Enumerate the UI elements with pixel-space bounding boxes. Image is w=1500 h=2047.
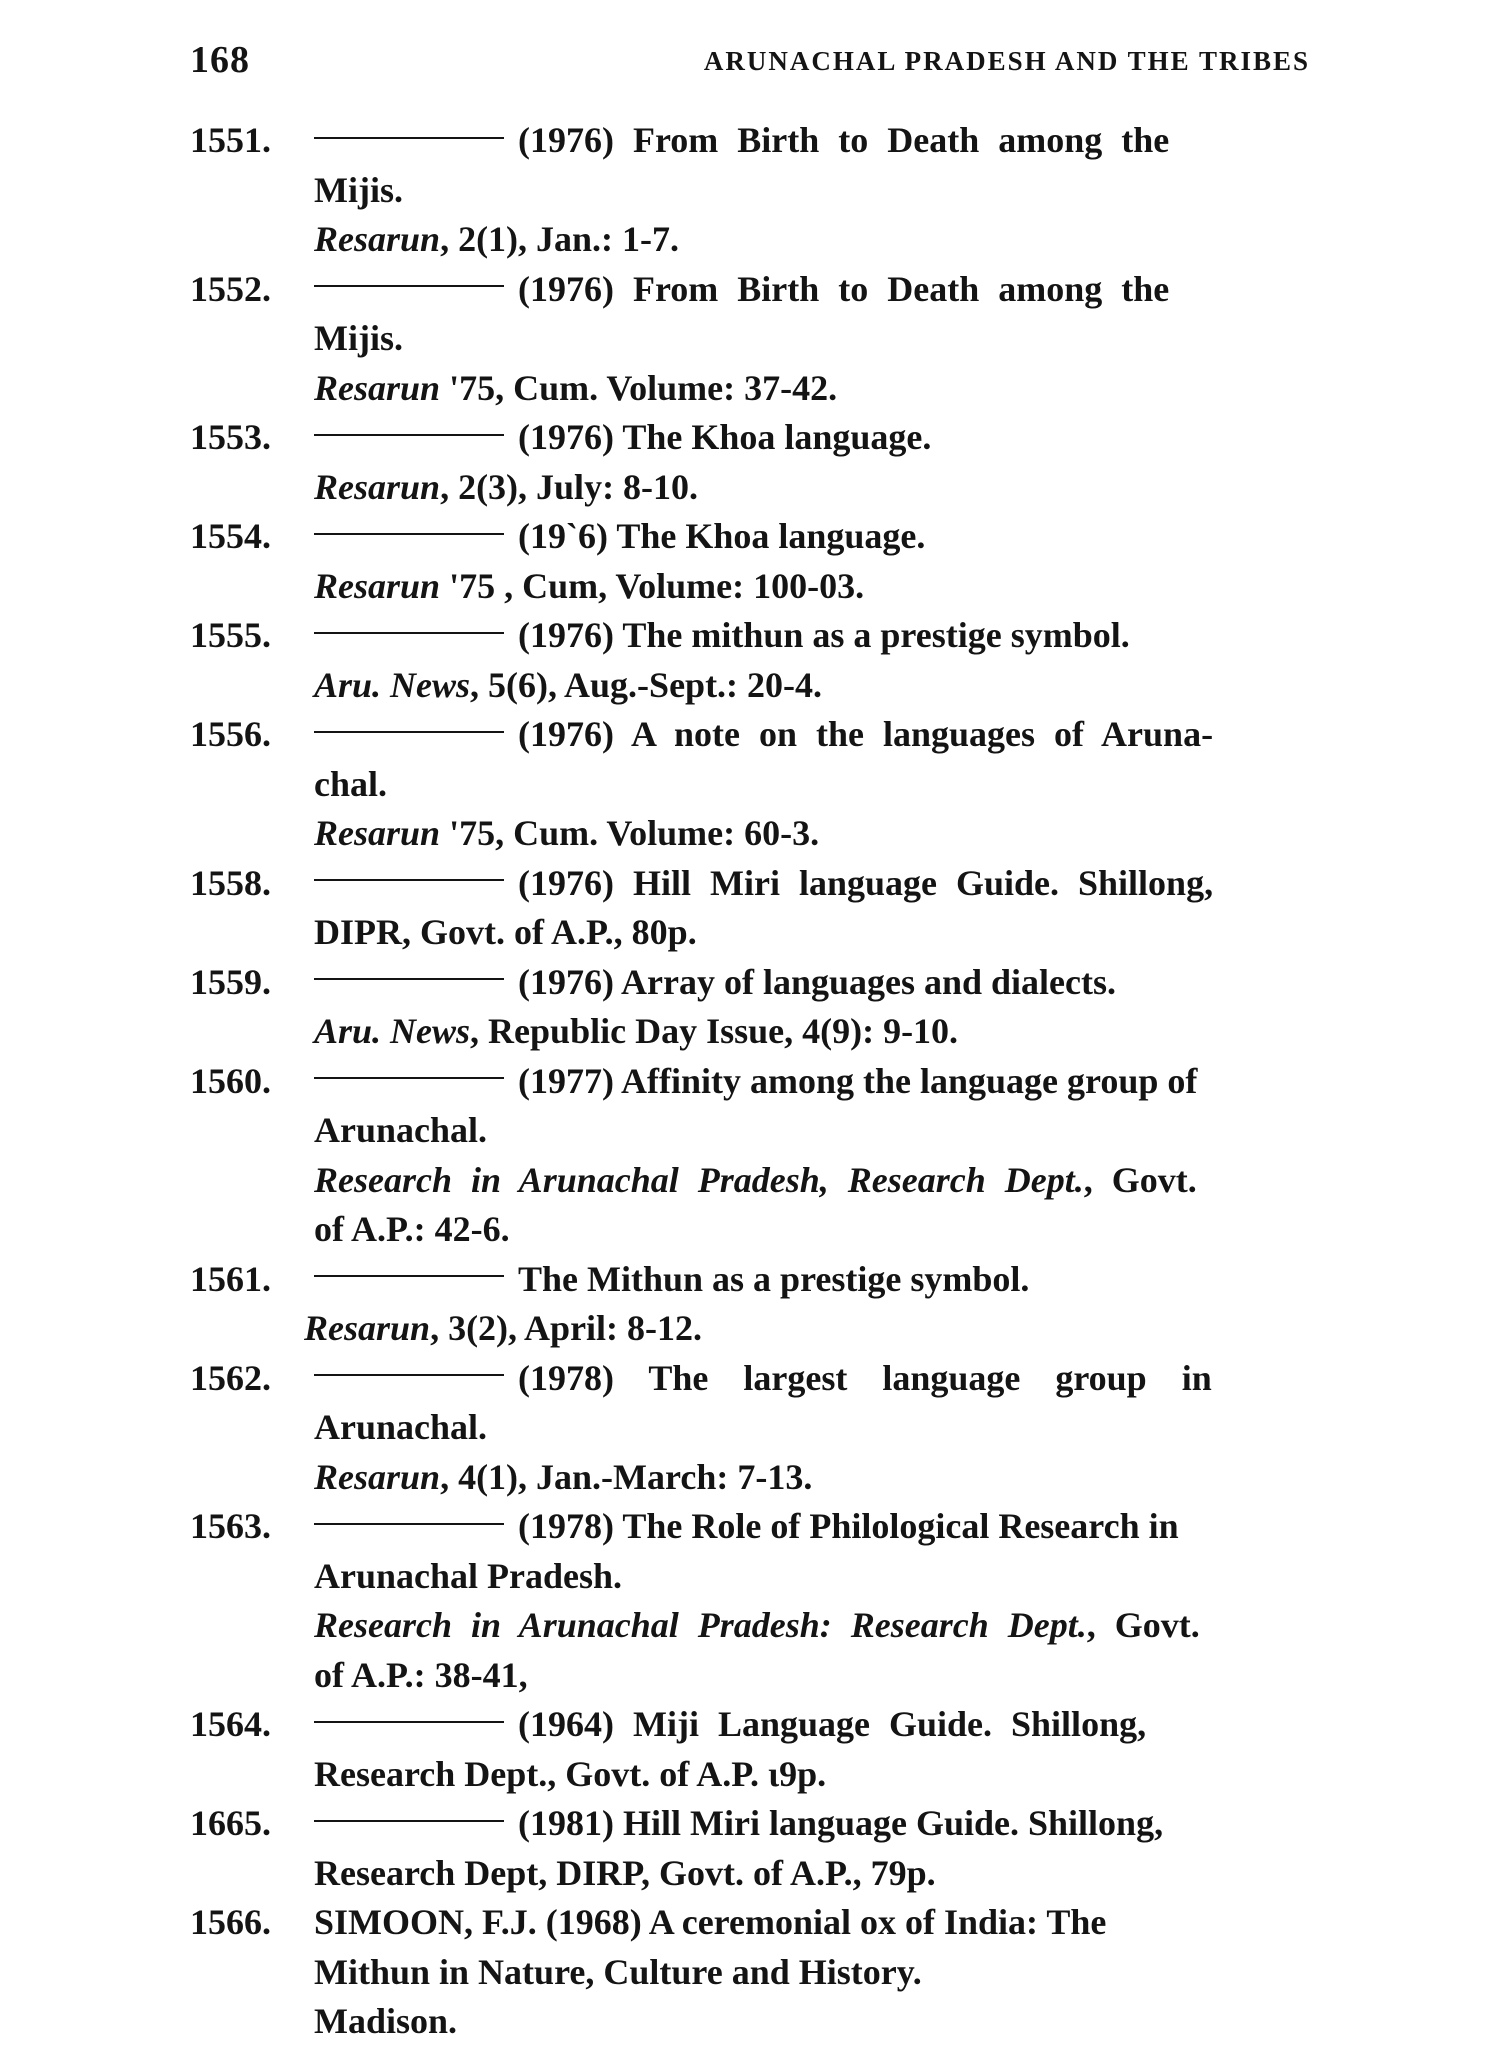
- entry-title-continued: Mijis.: [314, 169, 403, 210]
- entry-first-line: [314, 710, 1330, 760]
- entry-title-continued: Mijis.: [314, 318, 403, 358]
- entry-title: The largest language group in: [648, 1357, 1212, 1398]
- journal-details: , 2(1), Jan.: 1-7.: [440, 219, 680, 259]
- ditto-dash: [314, 137, 504, 139]
- bibliography-list: [190, 116, 1330, 2047]
- ditto-dash: [314, 434, 504, 436]
- ditto-dash: [314, 1820, 504, 1822]
- entry-number: 1555.: [190, 615, 271, 655]
- entry-year: (1976): [518, 862, 614, 903]
- entry-year: (19`6): [518, 516, 608, 556]
- journal-details: '75, Cum. Volume: 37-42.: [440, 367, 838, 408]
- journal-details: , Republic Day Issue, 4(9): 9-10.: [470, 1011, 959, 1051]
- entry-first-line: [314, 1354, 1330, 1404]
- entry-first-line: [314, 1502, 1330, 1552]
- entry-author: SIMOON, F.J.: [314, 1902, 537, 1942]
- bibliography-entry-1559: [190, 958, 1330, 1057]
- journal-name: Research in Arunachal Pradesh, Research Dept.: [314, 1159, 1084, 1200]
- entry-source: [304, 1304, 1330, 1354]
- entry-year: (1964): [518, 1704, 614, 1744]
- entry-first-line: [314, 859, 1330, 909]
- entry-first-line: [314, 512, 1330, 562]
- entry-title-continued: Research Dept., Govt. of A.P. ι9p.: [314, 1753, 827, 1794]
- bibliography-entry-1551: [190, 116, 1330, 265]
- ditto-dash: [314, 731, 504, 733]
- bibliography-entry-1556: [190, 710, 1330, 859]
- entry-source: [314, 215, 1330, 265]
- entry-title: The Mithun as a prestige symbol.: [518, 1258, 1030, 1299]
- entry-source: [314, 1007, 1330, 1057]
- entry-first-line: [314, 1057, 1330, 1107]
- ditto-dash: [314, 1721, 504, 1723]
- ditto-dash: [314, 879, 504, 881]
- journal-details: , Govt.: [1086, 1605, 1200, 1645]
- entry-source: [314, 1601, 1330, 1651]
- bibliography-entry-1558: [190, 859, 1330, 958]
- entry-number: 1552.: [190, 268, 271, 309]
- running-head: [190, 38, 1310, 92]
- entry-number: 1554.: [190, 516, 271, 556]
- ditto-dash: [314, 285, 504, 287]
- journal-details: '75, Cum. Volume: 60-3.: [440, 813, 820, 853]
- bibliography-entry-1564: [190, 1700, 1330, 1799]
- entry-source: [314, 661, 1330, 711]
- journal-name: Resarun: [314, 466, 441, 507]
- journal-details: , 5(6), Aug.-Sept.: 20-4.: [470, 664, 823, 705]
- entry-year: (1978): [518, 1357, 614, 1398]
- entry-number: 1551.: [190, 120, 271, 160]
- journal-details: , 4(1), Jan.-March: 7-13.: [440, 1456, 813, 1497]
- entry-number: 1566.: [190, 1902, 271, 1942]
- bibliography-entry-1553: [190, 413, 1330, 512]
- entry-title-continued: DIPR, Govt. of A.P., 80p.: [314, 912, 697, 952]
- bibliography-entry-1665: [190, 1799, 1330, 1898]
- journal-name: Resarun: [314, 219, 441, 259]
- bibliography-entry-1555: [190, 611, 1330, 710]
- entry-number: 1556.: [190, 714, 271, 754]
- journal-name: Resarun: [314, 1456, 441, 1497]
- entry-year: (1978): [518, 1506, 614, 1546]
- journal-name: Resarun: [314, 565, 441, 606]
- journal-name: Research in Arunachal Pradesh: Research Dept.: [314, 1605, 1087, 1645]
- entry-year: (1981): [518, 1803, 614, 1843]
- entry-number: 1559.: [190, 961, 271, 1002]
- entry-number: 1561.: [190, 1258, 271, 1299]
- journal-details: '75 , Cum, Volume: 100-03.: [440, 565, 865, 606]
- entry-title: A note on the languages of Aruna-: [631, 714, 1214, 754]
- entry-first-line: [314, 1799, 1330, 1849]
- entry-first-line: [314, 413, 1330, 463]
- entry-title: The Role of Philological Research in: [622, 1506, 1179, 1546]
- entry-source: [314, 1453, 1330, 1503]
- bibliography-entry-1554: [190, 512, 1330, 611]
- entry-first-line: [314, 1898, 1330, 1948]
- entry-year: (1976): [518, 961, 614, 1002]
- journal-name: Aru. News: [314, 664, 471, 705]
- entry-title: A ceremonial ox of India: The: [648, 1902, 1107, 1942]
- entry-source: [314, 1156, 1330, 1206]
- entry-year: (1976): [518, 417, 614, 457]
- entry-number: 1564.: [190, 1704, 271, 1744]
- bibliography-entry-1560: [190, 1057, 1330, 1255]
- bibliography-entry-1552: [190, 265, 1330, 414]
- journal-name: Resarun: [304, 1308, 431, 1348]
- entry-number: 1563.: [190, 1506, 271, 1546]
- entry-first-line: [314, 1255, 1330, 1305]
- entry-title-continued: chal.: [314, 763, 388, 804]
- entry-year: (1976): [518, 268, 614, 309]
- entry-source: [314, 562, 1330, 612]
- entry-number: 1665.: [190, 1803, 271, 1843]
- entry-title-continued: Research Dept, DIRP, Govt. of A.P., 79p.: [314, 1852, 936, 1893]
- entry-year: (1968): [545, 1902, 642, 1942]
- bibliography-entry-1563: [190, 1502, 1330, 1700]
- journal-details: , Govt.: [1083, 1159, 1197, 1200]
- entry-title: Array of languages and dialects.: [621, 961, 1116, 1002]
- journal-name: Resarun: [314, 813, 441, 853]
- entry-first-line: [314, 265, 1330, 315]
- entry-title: Miji Language Guide. Shillong,: [632, 1704, 1147, 1744]
- bibliography-entry-1562: [190, 1354, 1330, 1503]
- journal-name: Aru. News: [314, 1011, 471, 1051]
- ditto-dash: [314, 978, 504, 980]
- entry-title: From Birth to Death among the: [632, 268, 1170, 309]
- entry-title: The Khoa language.: [622, 417, 932, 457]
- entry-title: From Birth to Death among the: [632, 120, 1170, 160]
- entry-title: The mithun as a prestige symbol.: [622, 615, 1130, 655]
- entry-number: 1562.: [190, 1357, 271, 1398]
- bibliography-entry-1566: [190, 1898, 1330, 2047]
- entry-first-line: [314, 116, 1330, 166]
- journal-details-continued: of A.P.: 42-6.: [314, 1209, 510, 1249]
- entry-title: The Khoa language.: [616, 516, 926, 556]
- entry-number: 1558.: [190, 862, 271, 903]
- ditto-dash: [314, 1275, 504, 1277]
- entry-title: Hill Miri language Guide. Shillong,: [622, 1803, 1164, 1843]
- ditto-dash: [314, 1374, 504, 1376]
- ditto-dash: [314, 1523, 504, 1525]
- entry-first-line: [314, 611, 1330, 661]
- entry-year: (1976): [518, 714, 614, 754]
- entry-title: Affinity among the language group of: [621, 1060, 1198, 1101]
- page-number: 168: [190, 39, 250, 81]
- entry-year: (1977): [518, 1060, 614, 1101]
- entry-source: [314, 364, 1330, 414]
- journal-name: Resarun: [314, 367, 441, 408]
- entry-title-continued: Arunachal.: [314, 1110, 488, 1150]
- entry-source: [314, 463, 1330, 513]
- ditto-dash: [314, 1077, 504, 1079]
- running-title: ARUNACHAL PRADESH AND THE TRIBES: [703, 46, 1310, 76]
- entry-source: [314, 809, 1330, 859]
- ditto-dash: [314, 533, 504, 535]
- entry-title-continued: Arunachal Pradesh.: [314, 1555, 623, 1596]
- entry-title-continued: Mithun in Nature, Culture and History.: [314, 1951, 922, 1992]
- entry-first-line: [314, 958, 1330, 1008]
- entry-year: (1976): [518, 615, 614, 655]
- entry-title: Hill Miri language Guide. Shillong,: [632, 862, 1214, 903]
- journal-details-continued: of A.P.: 38-41,: [314, 1654, 528, 1695]
- journal-details: , 3(2), April: 8-12.: [430, 1308, 703, 1348]
- entry-number: 1553.: [190, 417, 271, 457]
- journal-details: , 2(3), July: 8-10.: [440, 466, 699, 507]
- bibliography-entry-1561: [190, 1255, 1330, 1354]
- ditto-dash: [314, 632, 504, 634]
- entry-year: (1976): [518, 120, 614, 160]
- entry-publisher: Madison.: [314, 2001, 458, 2041]
- entry-first-line: [314, 1700, 1330, 1750]
- entry-title-continued: Arunachal.: [314, 1407, 488, 1447]
- entry-number: 1560.: [190, 1060, 271, 1101]
